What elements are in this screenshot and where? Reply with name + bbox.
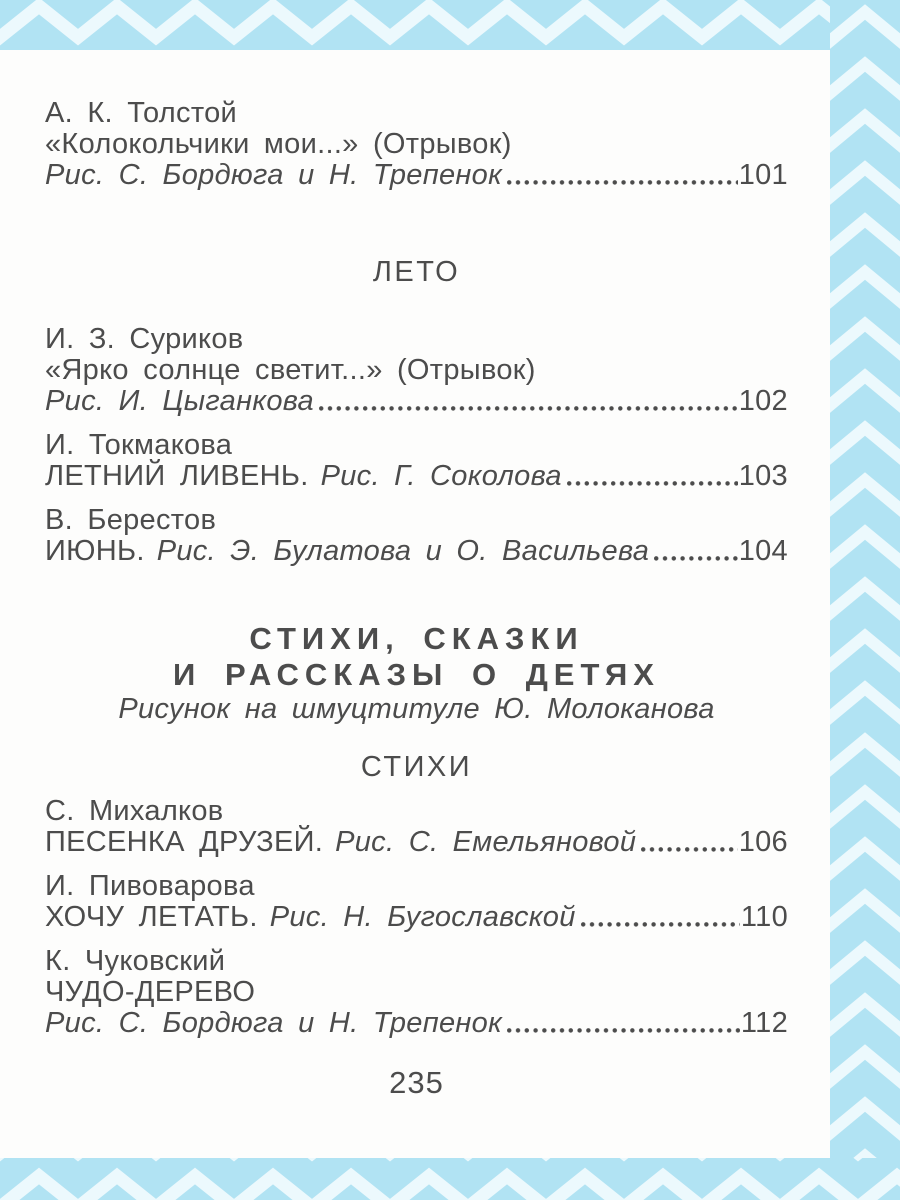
toc-entry	[45, 946, 788, 1039]
entry-author: И. З. Суриков	[45, 323, 244, 355]
entry-page-number: 112	[740, 1007, 788, 1039]
entry-leader-line	[45, 536, 788, 567]
chevron-border-right	[830, 0, 900, 1200]
big-heading-line: И РАССКАЗЫ О ДЕТЯХ	[173, 657, 660, 692]
entry-illustrator-credit: Рис. Г. Соколова	[320, 460, 562, 492]
entry-title-inline: ХОЧУ ЛЕТАТЬ.	[45, 901, 258, 933]
chevron-border-bottom	[0, 1158, 900, 1200]
toc-entry	[45, 871, 788, 933]
entry-illustrator-credit: Рис. Э. Булатова и О. Васильева	[156, 535, 650, 567]
entry-page-number: 101	[738, 159, 788, 191]
dot-leader	[507, 1028, 740, 1033]
entry-title-line: «Колокольчики мои...» (Отрывок)	[45, 128, 512, 160]
dot-leader	[641, 847, 737, 852]
big-heading-line: СТИХИ, СКАЗКИ	[249, 621, 584, 656]
chevron-border-top	[0, 0, 900, 50]
entry-illustrator-credit: Рис. Н. Бугославской	[269, 901, 576, 933]
entry-page-number: 106	[738, 826, 788, 858]
entry-title-inline: ИЮНЬ.	[45, 535, 145, 567]
dot-leader	[319, 406, 738, 411]
entry-author: И. Пивоварова	[45, 870, 255, 902]
entry-author: А. К. Толстой	[45, 97, 238, 129]
entry-author: И. Токмакова	[45, 429, 233, 461]
entry-author: К. Чуковский	[45, 945, 226, 977]
dot-leader	[654, 556, 738, 561]
entry-title-line: ЧУДО-ДЕРЕВО	[45, 976, 256, 1008]
toc-blocks	[45, 98, 788, 1039]
entry-leader-line	[45, 461, 788, 492]
entry-illustrator-credit: Рис. И. Цыганкова	[45, 385, 314, 417]
entry-title-inline: ЛЕТНИЙ ЛИВЕНЬ.	[45, 460, 309, 492]
toc-entry	[45, 324, 788, 417]
section-heading: ЛЕТО	[372, 256, 461, 288]
entry-page-number: 102	[738, 385, 788, 417]
toc-entry	[45, 98, 788, 191]
entry-illustrator-credit: Рис. С. Бордюга и Н. Трепенок	[45, 159, 503, 191]
toc-entry	[45, 796, 788, 858]
page-number: 235	[389, 1065, 444, 1100]
entry-leader-line	[45, 827, 788, 858]
entry-title-line: «Ярко солнце светит...» (Отрывок)	[45, 354, 536, 386]
entry-illustrator-credit: Рис. С. Емельяновой	[335, 826, 637, 858]
entry-leader-line	[45, 902, 788, 933]
section-subtitle: Рисунок на шмуцтитуле Ю. Молоканова	[118, 693, 715, 725]
entry-leader-line	[45, 160, 788, 191]
entry-page-number: 103	[738, 460, 788, 492]
entry-page-number: 110	[740, 901, 788, 933]
entry-illustrator-credit: Рис. С. Бордюга и Н. Трепенок	[45, 1007, 503, 1039]
entry-author: В. Берестов	[45, 504, 217, 536]
section-heading: СТИХИ	[360, 751, 473, 783]
entry-leader-line	[45, 1008, 788, 1039]
entry-title-inline: ПЕСЕНКА ДРУЗЕЙ.	[45, 826, 324, 858]
entry-leader-line	[45, 386, 788, 417]
dot-leader	[507, 180, 738, 185]
toc-entry	[45, 430, 788, 492]
entry-author: С. Михалков	[45, 795, 224, 827]
dot-leader	[567, 481, 738, 486]
table-of-contents-page	[45, 98, 788, 1100]
toc-entry	[45, 505, 788, 567]
big-section-heading	[45, 621, 788, 725]
dot-leader	[581, 922, 740, 927]
entry-page-number: 104	[738, 535, 788, 567]
